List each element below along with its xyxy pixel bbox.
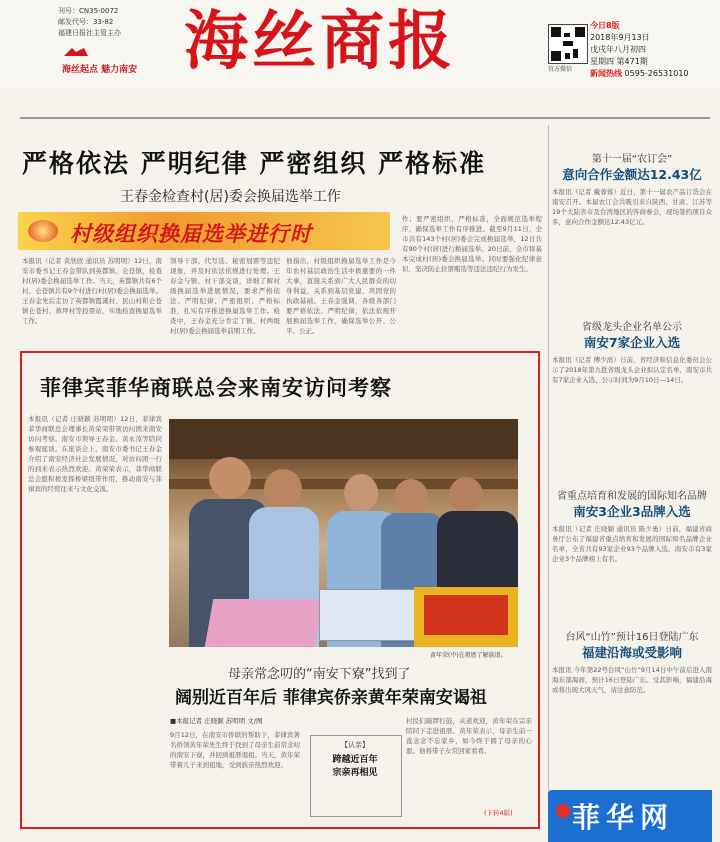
qr-code-icon — [548, 24, 588, 64]
hotline-label: 新闻热线 — [590, 69, 622, 78]
issue-number: 星期四 第471期 — [590, 57, 648, 66]
sidebar-body: 本报讯 今年第22号台风“山竹”9月14日中午前后进入南海东部海面，预计16日登陆广东。受其影响，福建沿海或将出现大风天气，请注意防范。 — [552, 666, 712, 694]
lead-column-4: 作；要严密组织，严格标准，全面规范选举程序，确保选举工作有序推进。截至9月11日，全市共有143个村(居)委会完成换届选举，12日共有90个村(居)进行换届选举。20日前，全市将基本完成村(居)委会换届选举。同时要强化纪律意识，坚决防止拉票贿选等违法违纪行为发生。 — [402, 215, 542, 273]
banner-text: 村级组织换届选举进行时 — [70, 222, 312, 246]
newspaper-title: 海丝商报 — [184, 4, 456, 79]
qr-label: 官方微信 — [548, 66, 573, 73]
hotline-number: 0595-26531010 — [624, 69, 689, 78]
watermark-text: 菲华网 — [572, 801, 675, 834]
sidebar-kicker: 省重点培育和发展的国际知名品牌 — [557, 491, 707, 502]
sidebar-kicker: 省级龙头企业名单公示 — [582, 322, 682, 333]
issue-date: 2018年9月13日 — [590, 33, 650, 42]
sidebar-kicker: 第十一届“农订会” — [591, 154, 673, 165]
sidebar-title: 意向合作金额达12.43亿 — [562, 167, 702, 182]
publication-info — [58, 6, 176, 39]
sidebar-item — [552, 487, 712, 624]
sidebar-item — [552, 150, 712, 292]
inset-headline-2: 宗亲再相见 — [332, 768, 378, 778]
slogan: 海丝起点 魅力南安 — [62, 65, 138, 75]
publisher-logo-icon — [62, 46, 90, 58]
continued-label: (下转4版) — [484, 809, 513, 817]
watermark-logo-icon — [556, 804, 570, 818]
lead-column-3: 他指出，村级组织换届选举工作是今年农村基层政治生活中极重要的一件大事，直接关系到广大人民群众的切身利益，关系到基层党建、巩固党的执政基础。王春金强调，各级各部门要严格依法、严明纪律，依法依规开展换届选举工作，确保选举公开、公平、公正。 — [286, 257, 396, 335]
sidebar-item — [552, 318, 712, 455]
lead-column-1: 本报讯（记者 黄欣欣 通讯员 苏明明）12日，南安市委书记王春金带队到英都镇、仑苍镇，检查村(居)委会换届选举工作。当天，英都镇共有6个村、仑苍镇共有9个村进行村(居)委会换届选举。王春金先后走访了英都镇霞溪村、民山村和仑苍镇仑苍村、蒋坪村等投票站，实地检查换届选举工作。 — [22, 257, 162, 325]
lunar-date: 戊戌年八月初四 — [590, 45, 646, 54]
date-box — [590, 20, 710, 68]
sidebar-title: 南安3企业3品牌入选 — [573, 504, 691, 519]
feature-deck: 阔别近百年后 菲律宾侨亲黄年荣南安谒祖 — [175, 688, 487, 708]
banner-ornament-icon — [28, 220, 58, 242]
lead-column-2: 领导干部、代写选、秘密划票等违纪现象，并及时依法依规进行处理。王春金与镇、村干部交谈，详细了解村级换届选举进展情况，要求严格依法、严明纪律、严密组织、严格标准，扎实有序推进换届选举工作。检查中，王春金充分肯定了镇、村两级村(居)委会换届选举前期工作。 — [170, 257, 280, 335]
sidebar-body: 本报讯（记者 傅少滨）日前，省经济和信息化委员会公示了2018年第九批省级龙头企业拟认定名单，南安市共有7家企业入选，公示时间为9月10日—14日。 — [552, 356, 712, 384]
sidebar-body: 本报讯（记者 庄晓颖 通讯员 陈少勇）日前，福建省商务厅公布了福建省重点培育和发展的国际知名品牌企业名单，全省共有93家企业93个品牌入选，南安市有3家企业3个品牌榜上有名。 — [552, 525, 712, 563]
publisher: 福建日报社主管主办 — [58, 29, 121, 37]
postal-code: 邮发代号：33-82 — [58, 18, 114, 26]
feature-kicker: 母亲常念叨的“南安下寮”找到了 — [228, 667, 411, 682]
feature-body-left: 本报讯（记者 庄晓颖 苏明明）12日，菲律宾菲华商联总会理事长黄荣荣带领访问团来南安访问考察。南安市领导王春金、黄永茂等陪同参观座谈。在座谈会上，南安市委书记王春金介绍了南安经济社会发展情况，对访问团一行的到来表示热烈欢迎。黄荣荣表示，菲华商联总会愿积极发挥桥梁纽带作用，推动南安与菲律宾的经贸往来与文化交流。 — [28, 415, 162, 493]
sidebar-body: 本报讯（记者 戴蓉蓉）近日，第十一届农产品订货会在南安召开。本届农订会共吸引来自陕西、甘肃、江苏等19个大陆省市及台湾地区的客商参会，现场签约项目众多，意向合作金额达12.43亿元。 — [552, 188, 712, 226]
lead-headline: 严格依法 严明纪律 严密组织 严格标准 — [22, 149, 487, 178]
hotline — [590, 68, 689, 79]
publication-number: 刊号：CN35-0072 — [58, 7, 119, 15]
sidebar-title: 南安7家企业入选 — [583, 335, 681, 350]
sidebar-title: 福建沿海或受影响 — [581, 645, 682, 660]
sidebar-item — [552, 628, 712, 755]
column-divider — [548, 125, 549, 825]
feature-photo — [169, 419, 518, 647]
feature-story-right: 村民们敲锣打鼓，夹道欢迎，黄年荣在宗亲陪同下走进祖厝。黄年荣表示，母亲生前一直念念不忘家乡，如今终于圆了母亲的心愿。他将带子女常回家看看。 — [406, 717, 532, 755]
inset-headline: 跨越近百年 — [332, 755, 378, 765]
inset-kicker: 【认亲】 — [341, 741, 369, 749]
divider — [20, 117, 710, 119]
feature-story: 9月12日，在南安市侨联的帮助下，菲律宾著名侨领黄年荣先生终于找到了母亲生前常念叨的南安下寮，并回到祖厝谒祖。当天，黄年荣带着儿子来到祖地，受到族亲热烈欢迎。 — [170, 731, 300, 769]
sidebar-kicker: 台风“山竹”预计16日登陆广东 — [565, 632, 699, 643]
photo-caption: 黄年荣(中)在祖厝了解族谱。 — [430, 652, 507, 659]
byline: ■本报记者 庄晓颖 苏明明 文/图 — [170, 717, 263, 725]
page-count: 今日8版 — [590, 21, 620, 30]
feature-title: 菲律宾菲华商联总会来南安访问考察 — [40, 376, 392, 400]
lead-subhead: 王春金检查村(居)委会换届选举工作 — [120, 189, 341, 205]
